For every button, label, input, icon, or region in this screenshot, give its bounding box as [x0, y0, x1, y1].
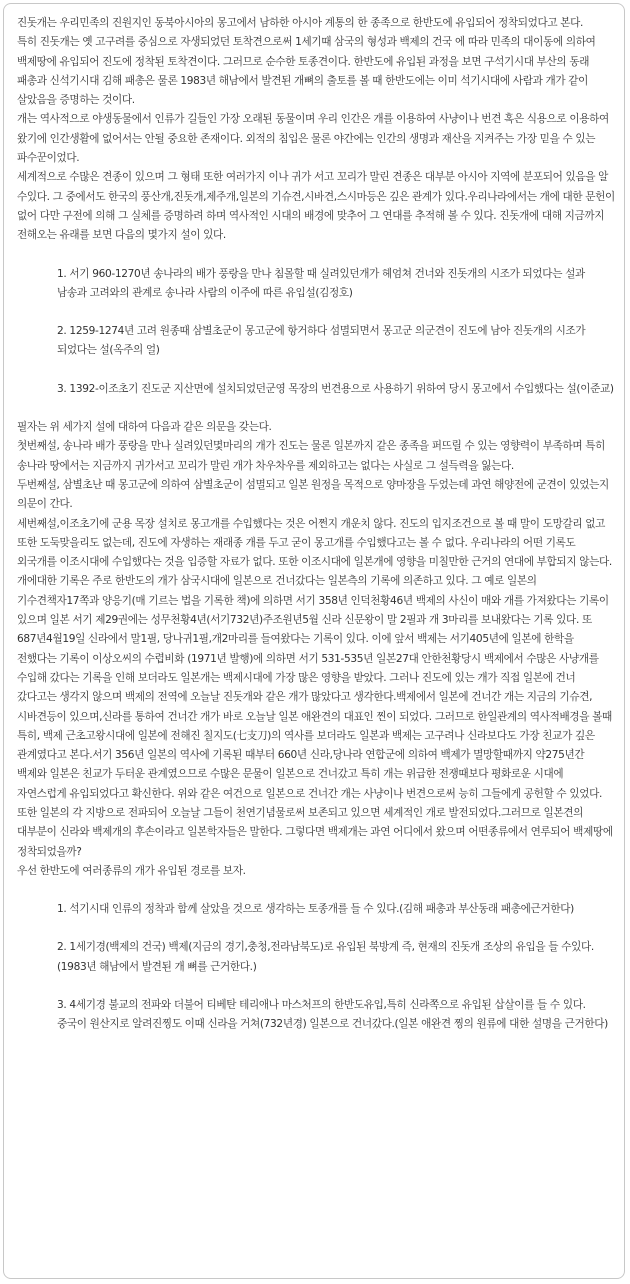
- paragraph: 필자는 위 세가지 설에 대하여 다음과 같은 의문을 갖는다.: [17, 421, 272, 434]
- paragraph: 우선 한반도에 여러종류의 개가 유입된 경로를 보자.: [17, 864, 246, 877]
- paragraph: 특히 진돗개는 옛 고구려를 중심으로 자생되었던 토착견으로써 1세기때 삼국의 형성과 백제의 건국 에 따라 민족의 대이동에 의하여 백제땅에 유입되어 진도에 정착된 토착견이다. 그러므로 순수한 토종견이다. 한반도에 유입된 과정을 보면 구석기시대 부산의 동래 패총과 신석기시대 김해 패총은 물론 1983년 해남에서 발견된 개뼈의 출토를 볼 때 한반도에는 이미 석기시대에 사람과 개가 같이 살았음을 증명하는 것이다.: [17, 36, 596, 107]
- route-item-2: 2. 1세기경(백제의 건국) 백제(지금의 경기,충청,전라남북도)로 유입된 북방계 즉, 현재의 진돗개 조상의 유입을 들 수있다.(1983년 해남에서 발견된 개 뼈를 근거한다.): [57, 941, 594, 973]
- paragraph: 첫번째설, 송나라 배가 풍랑을 만나 실려있던몇마리의 개가 진도는 물론 일본까지 같은 종족을 퍼뜨릴 수 있는 영향력이 부족하며 특히 송나라 땅에서는 지금까지 귀가서고 꼬리가 말린 개가 차우차우를 제외하고는 없다는 사실로 그 설득력을 잃는다.: [17, 440, 606, 472]
- route-item-1: 1. 석기시대 인류의 정착과 함께 살았을 것으로 생각하는 토종개를 들 수 있다.(김해 패총과 부산동래 패총에근거한다): [57, 903, 574, 916]
- theory-item-2: 2. 1259-1274년 고려 원종때 삼별초군이 몽고군에 항거하다 섬멸되면서 몽고군 의군견이 진도에 남아 진돗개의 시조가 되었다는 설(옥주의 얼): [57, 325, 586, 357]
- paragraph: 두번째설, 삼별초난 때 몽고군에 의하여 삼별초군이 섬멸되고 일본 원정을 목적으로 양마장을 두었는데 과연 해양전에 군견이 있었는지 의문이 간다.: [17, 478, 609, 511]
- paragraph: 세계적으로 수많은 견종이 있으며 그 형태 또한 여러가지 이나 귀가 서고 꼬리가 말린 견종은 대부분 아시아 지역에 분포되어 있음을 알 수있다. 그 중에서도 한국의 풍산개,진돗개,제주개,일본의 기슈견,시바견,스시마등은 깊은 관계가 있다.우리나라에서는 개에 대한 문헌이 없어 다만 구전에 의해 그 실체를 증명하려 하며 역사적인 시대의 배경에 맞추어 그 연대를 추적해 볼 수 있다. 진돗개에 대해 지금까지 전해오는 유래를 보면 다음의 몇가지 설이 있다.: [17, 171, 615, 242]
- route-item-3: 3. 4세기경 불교의 전파와 더불어 티베탄 테리애나 마스처프의 한반도유입,특히 신라쪽으로 유입된 삽살이를 들 수 있다.중국이 원산지로 알려진찡도 이때 신라을 거쳐(732년경) 일본으로 건너갔다.(일본 애완견 찡의 원류에 대한 설명을 근거한다): [57, 999, 608, 1031]
- theory-item-3: 3. 1392-이조초기 진도군 지산면에 설치되었던군영 목장의 번견용으로 사용하기 위하여 당시 몽고에서 수입했다는 설(이준교): [57, 382, 614, 395]
- paragraph: 세번째설,이조초기에 군용 목장 설치로 몽고개를 수입했다는 것은 어쩐지 개운치 않다. 진도의 입지조건으로 볼 때 말이 도망갈리 없고 또한 도둑맞을리도 없는데, 진도에 자생하는 재래종 개를 두고 굳이 몽고개를 수입했다고는 볼 수 없다. 우리나라의 어떤 기록도 외국개를 이조시대에 수입했다는 것을 입증할 자료가 없다. 또한 이조시대에 일본개에 영향을 미칠만한 근거의 연대에 부합되지 않는다.: [17, 517, 612, 569]
- theory-item-1: 1. 서기 960-1270년 송나라의 배가 풍랑을 만나 침몰할 때 실려있던개가 헤엄쳐 건너와 진돗개의 시조가 되었다는 설과 남송과 고려와의 관계로 송나라 사람의 이주에 따른 유입설(김정호): [57, 267, 585, 299]
- article-body: [17, 14, 615, 1035]
- paragraph: 진돗개는 우리민족의 진원지인 동북아시아의 몽고에서 남하한 아시아 계통의 한 종족으로 한반도에 유입되어 정착되었다고 본다.: [17, 17, 584, 29]
- paragraph: 개에대한 기록은 주로 한반도의 개가 삼국시대에 일본으로 건너갔다는 일본측의 기록에 의존하고 있다. 그 예로 일본의 기수견책자17쪽과 양응기(매 기르는 법을 기록한 책)에 의하면 서기 358년 인덕천황46년 백제의 사신이 매와 개를 가져왔다는 기록이 있으며 일본 서기 제29권에는 성무천황4년(서기732년)주조원년5월 신라 신문왕이 말 2필과 개 3마리를 보내왔다는 기록 있다. 또 687년4월19일 신라에서 말1필, 당나귀1필,개2마리를 들여왔다는 기록이 있다. 이에 앞서 백제는 서기405년에 일본에 한학을 전했다는 기록이 이상오씨의 수렵비화 (1971년 발행)에 의하면 서기 531-535년 일본27대 안한천황당시 백제에서 수많은 사냥개를 수입해 갔다는 기록을 인해 보더라도 일본개는 백제시대에 가장 많은 영향을 받았다. 그러나 진도에 있는 개가 직접 일본에 건너 갔다고는 생각지 않으며 백제의 전역에 오늘날 진돗개와 같은 개가 많았다고 생각한다.백제에서 일본에 건너간 개는 지금의 기슈견,시바견등이 있으며,신라를 통하여 건너간 개가 바로 오늘날 일본 애완견의 대표인 찐이 되었다. 그러므로 한일관계의 역사적배경을 볼때 특히, 백제 근초고왕시대에 일본에 전해진 칠지도(七支刀)의 역사를 보더라도 일본과 백제는 고구려나 신라보다도 가장 친교가 깊은 관계였다고 본다.서기 356년 일본의 역사에 기록된 때부터 660년 신라,당나라 연합군에 의하여 백제가 멸망할때까지 약275년간 백제와 일본은 친교가 두터운 관계였으므로 수많은 문물이 일본으로 건너갔고 특히 개는 위급한 전쟁때보다 평화로운 시대에 자연스럽게 유입되었다고 확신한다. 위와 같은 여건으로 일본으로 건너간 개는 사냥이나 번견으로써 능히 그들에게 공헌할 수 있었다.또한 일본의 각 지방으로 전파되어 오늘날 그들이 천연기념물로써 보존되고 있으면 세계적인 개로 발전되었다.그러므로 일본견의 대부분이 신라와 백제개의 후손이라고 일본학자들은 말한다. 그렇다면 백제개는 과연 어디에서 왔으며 어떤종류에서 연루되어 백제땅에 정착되었을까?: [17, 575, 613, 858]
- paragraph: 개는 역사적으로 야생동물에서 인류가 길들인 가장 오래된 동물이며 우리 인간은 개를 이용하여 사냥이나 번견 혹은 식용으로 이용하여 왔기에 인간생활에 없어서는 안될 중요한 존재이다. 외적의 침입은 물론 야간에는 인간의 생명과 재산을 지켜주는 가장 믿을 수 있는 파수꾼이었다.: [17, 113, 609, 165]
